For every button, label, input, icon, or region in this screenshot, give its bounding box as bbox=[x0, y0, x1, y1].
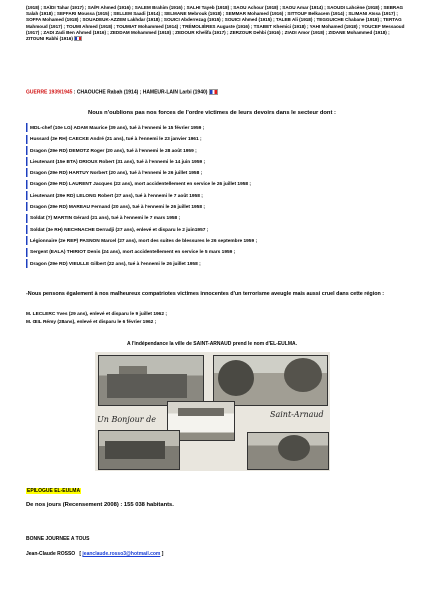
victim-text: Lieutenant (29e RD) LELONG Robert (27 ans), tué à l'ennemi le 7 août 1958 ; bbox=[30, 193, 203, 199]
victim-row bbox=[26, 134, 406, 145]
photo-town-square bbox=[98, 355, 204, 406]
victim-row bbox=[26, 179, 406, 190]
victim-text: Soldat (?) MARTIN Gérard (21 ans), tué à l'ennemi le 7 mars 1958 ; bbox=[30, 216, 181, 222]
civilian-entry: M. LECLERC Yves (29 ans), enlevé et disparu le 9 juillet 1962 ; bbox=[26, 312, 167, 317]
victim-row bbox=[26, 191, 406, 202]
postcard-caption: A l'indépendance la ville de SAINT-ARNAUD prend le nom d'EL-EULMA. bbox=[127, 341, 297, 347]
forces-heading: Nous n'oublions pas nos forces de l'ordre victimes de leurs devoirs dans le secteur dont : bbox=[88, 110, 336, 116]
flag-bullet-icon bbox=[26, 146, 29, 155]
photo-park bbox=[247, 432, 329, 470]
victim-row bbox=[26, 213, 406, 224]
guerre-label: GUERRE 1939/1945 bbox=[26, 89, 73, 96]
victim-row bbox=[26, 146, 406, 157]
victim-text: Dragon (29e RD) HARTUY Norbert (20 ans), tué à l'ennemi le 26 juillet 1958 ; bbox=[30, 171, 203, 177]
victim-text: Dragon (29e RD) VIEULLE Gilbert (22 ans), tué à l'ennemi le 26 juillet 1958 ; bbox=[30, 261, 201, 267]
flag-bullet-icon bbox=[26, 202, 29, 211]
closing-greeting: BONNE JOURNEE A TOUS bbox=[26, 536, 90, 542]
bracket-open: [ bbox=[79, 551, 82, 557]
guerre-line bbox=[26, 89, 218, 95]
flag-bullet-icon bbox=[26, 135, 29, 144]
flag-bullet-icon bbox=[26, 180, 29, 189]
victim-row bbox=[26, 157, 406, 168]
victim-text: Dragon (29e RD) MAREAU Fernand (20 ans), tué à l'ennemi le 26 juillet 1958 ; bbox=[30, 205, 205, 211]
flag-bullet-icon bbox=[26, 259, 29, 268]
flag-bullet-icon bbox=[26, 236, 29, 245]
victim-text: Soldat (3e RH) NECHNACHE Derradji (27 ans), enlevé et disparu le 2 juin1957 ; bbox=[30, 227, 209, 233]
epilogue-heading: EPILOGUE EL-EULMA bbox=[27, 488, 81, 494]
author-name: Jean-Claude ROSSO bbox=[26, 551, 76, 557]
postcard-town-name: Saint-Arnaud bbox=[270, 410, 324, 419]
victim-text: Légionnaire (2e REP) PASNON Marcel (27 ans), mort des suites de blessures le 26 septembre 1959 ; bbox=[30, 238, 258, 244]
intro-paragraph bbox=[26, 5, 406, 42]
victim-row bbox=[26, 247, 406, 258]
photo-street bbox=[98, 430, 180, 470]
victim-text: Lieutenant (15e BTA) DRIOUX Robert (31 ans), tué à l'ennemi le 14 juin 1959 ; bbox=[30, 159, 206, 165]
postcard-greeting: Un Bonjour de bbox=[97, 415, 156, 424]
victim-row bbox=[26, 236, 406, 247]
victim-text: Hussard (3e RH) CAECKE André (21 ans), tué à l'ennemi le 23 janvier 1961 ; bbox=[30, 137, 202, 143]
victim-text: Dragon (29e RD) LAURENT Jacques (22 ans), mort accidentellement en service le 26 juillet 1958 ; bbox=[30, 182, 252, 188]
victim-row bbox=[26, 123, 406, 134]
flag-bullet-icon bbox=[26, 168, 29, 177]
flag-bullet-icon bbox=[26, 225, 29, 234]
victim-row bbox=[26, 168, 406, 179]
victim-row bbox=[26, 225, 406, 236]
flag-bullet-icon bbox=[26, 214, 29, 223]
population-line: De nos jours (Recensement 2008) : 155 038 habitants. bbox=[26, 502, 174, 508]
french-flag-icon bbox=[209, 89, 218, 95]
victim-text: MDL-chef (10e LG) ADAM Maurice (39 ans), tué à l'ennemi le 15 février 1959 ; bbox=[30, 126, 205, 131]
flag-bullet-icon bbox=[26, 123, 29, 132]
flag-bullet-icon bbox=[26, 191, 29, 200]
victim-text: Sergent (EALA) THIRIOT Denis (24 ans), mort accidentellement en service le 5 mars 1959 ; bbox=[30, 250, 236, 256]
victims-list bbox=[26, 123, 406, 270]
photo-avenue-trees bbox=[213, 355, 328, 406]
civilians-paragraph: -Nous pensons également à nos malheureux compatriotes victimes innocentes d'un terrorisme aveugle mais aussi cruel dans cette région : bbox=[26, 291, 385, 297]
email-link[interactable]: jeanclaude.rosso3@hotmail.com bbox=[82, 551, 161, 557]
flag-bullet-icon bbox=[26, 157, 29, 166]
intro-text: (1918) ; SAÏDI Tahar (1917) ; SAÏFI Ahmed (1916) ; SALEM Brahim (1916) ; SALHI Tayeb (1918) ; SAOU Achour (1918) ; SAOU Amar (1914) ; SAOUDI Lahcène (1918) ; SEBRAG Salah (1918) ; SEFFARI Moussa (1915) ; SELLEM Saadi (1914) ; SELMANE Mebrouk (1918) ; SEMMAR Mohamed (1916) ; SITTOUF Belkacem (1914) ; SLIMANI Aïssa (1917) ; SOFFA Mohamed (1918) ; SOUADEUK-AZZEM Lakhdar (1918) ; SOUICI Abderrezag (1915) ; SOUICI Ahmed (1915) ; TALEB Ali (1918) ; TEGGUICHE Chabane (1918) ; TERTAG Mahmoud (1917) ; TOUMI Ahmed (1918) ; TOUMIAT Mohammed (1914) ; TRÉMOLIÈRES Auguste (1916) ; TSABET Khemici (1918) ; YAHI Mohamed (1918) ; YOUCEF Messaoud (1917) ; ZADI Zadi Ben Ahmed (1916) ; ZEDDAM Mohammed (1918) ; ZEDOUR Khelifa (1917) ; ZERZOUR Dehbi (1916) ; ZIADI Amor (1918) ; ZIDANE Mohammed (1918) ; ZITOUNI Rabhi (1916) bbox=[26, 5, 405, 42]
victim-text: Dragon (29e RD) DEMOTZ Roger (20 ans), tué à l'ennemi le 28 août 1959 ; bbox=[30, 148, 197, 154]
postcard-image bbox=[95, 352, 330, 471]
signature-line bbox=[26, 551, 163, 557]
bracket-close: ] bbox=[161, 551, 164, 557]
guerre-text: : CHAOUCHE Rabah (1914) ; HAMEUR-LAIN Larbi (1940) bbox=[72, 89, 208, 96]
victim-row bbox=[26, 259, 406, 270]
victim-row bbox=[26, 202, 406, 213]
flag-bullet-icon bbox=[26, 248, 29, 257]
civilians-list bbox=[26, 311, 406, 326]
civilian-entry: M. ŒIL Rémy (28ans), enlevé et disparu le 6 février 1962 ; bbox=[26, 319, 157, 325]
french-flag-icon bbox=[74, 36, 82, 41]
